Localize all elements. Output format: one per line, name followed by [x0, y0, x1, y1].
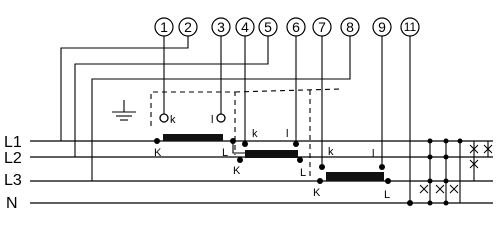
wire-terminal-2-to-l1 — [61, 36, 188, 141]
ground-enclosure — [112, 89, 340, 178]
current-transformer-1 — [154, 36, 245, 159]
terminal-3-label: 3 — [217, 19, 225, 35]
terminal-4-label: 4 — [241, 19, 249, 35]
ct2-k-label: k — [252, 128, 258, 140]
ct1-k-label: k — [170, 114, 176, 126]
ct1-k-ring — [160, 114, 168, 122]
junction-l3-b — [444, 179, 449, 184]
junction-l2-b — [444, 155, 449, 160]
terminal-9-label: 9 — [378, 19, 386, 35]
ct1-l-ring — [217, 114, 225, 122]
terminal-5-label: 5 — [264, 19, 272, 35]
ct1-l-label: l — [211, 114, 214, 126]
cross-mark-6 — [450, 185, 458, 193]
neutral-node — [407, 200, 413, 206]
terminal-8-label: 8 — [346, 19, 354, 35]
junction-n-a — [428, 201, 433, 206]
terminal-1-label: 1 — [160, 19, 168, 35]
junction-l3-a — [428, 179, 433, 184]
current-transformer-3 — [313, 36, 391, 201]
ct3-body — [326, 172, 384, 181]
terminal-7-label: 7 — [318, 19, 326, 35]
terminal-11-label: 11 — [403, 20, 417, 34]
cross-mark-5 — [436, 185, 444, 193]
label-l2: L2 — [4, 150, 22, 167]
ct2-l-bottom: L — [300, 167, 307, 179]
dashed-bus — [235, 89, 340, 92]
junction-l2-a — [428, 155, 433, 160]
label-l1: L1 — [4, 134, 22, 151]
ct2-k-top-node — [242, 141, 248, 147]
terminal-2-label: 2 — [184, 19, 192, 35]
label-l3: L3 — [4, 172, 22, 189]
ct1-k-node — [154, 138, 160, 144]
cross-mark-4 — [420, 185, 428, 193]
ct3-l-label: l — [372, 148, 375, 160]
ct3-k-bottom: K — [313, 187, 321, 199]
ct2-body — [245, 150, 298, 158]
ct3-k-node — [317, 178, 323, 184]
ct2-k-node — [237, 157, 243, 163]
ct2-l-node — [297, 157, 303, 163]
terminal-row — [155, 18, 419, 36]
phase-lines — [4, 134, 493, 212]
ct1-k-bottom: K — [154, 147, 162, 159]
terminal-6-label: 6 — [292, 19, 300, 35]
ct2-k-bottom: K — [233, 165, 241, 177]
load-junctions — [420, 139, 492, 206]
junction-l1-c — [458, 139, 463, 144]
junction-n-b — [444, 201, 449, 206]
ct3-l-top-node — [379, 164, 385, 170]
junction-l1-a — [428, 139, 433, 144]
ct3-k-label: k — [328, 146, 334, 158]
label-n: N — [6, 195, 18, 212]
ct1-body — [163, 134, 223, 141]
ct3-k-top-node — [319, 164, 325, 170]
ct2-l-top-node — [293, 141, 299, 147]
ct3-l-node — [385, 178, 391, 184]
ct3-l-bottom: L — [384, 189, 391, 201]
junction-l1-b — [444, 139, 449, 144]
ct2-l-label: l — [286, 128, 289, 140]
voltage-wires — [61, 36, 350, 181]
ct1-l-bottom: L — [222, 147, 229, 159]
